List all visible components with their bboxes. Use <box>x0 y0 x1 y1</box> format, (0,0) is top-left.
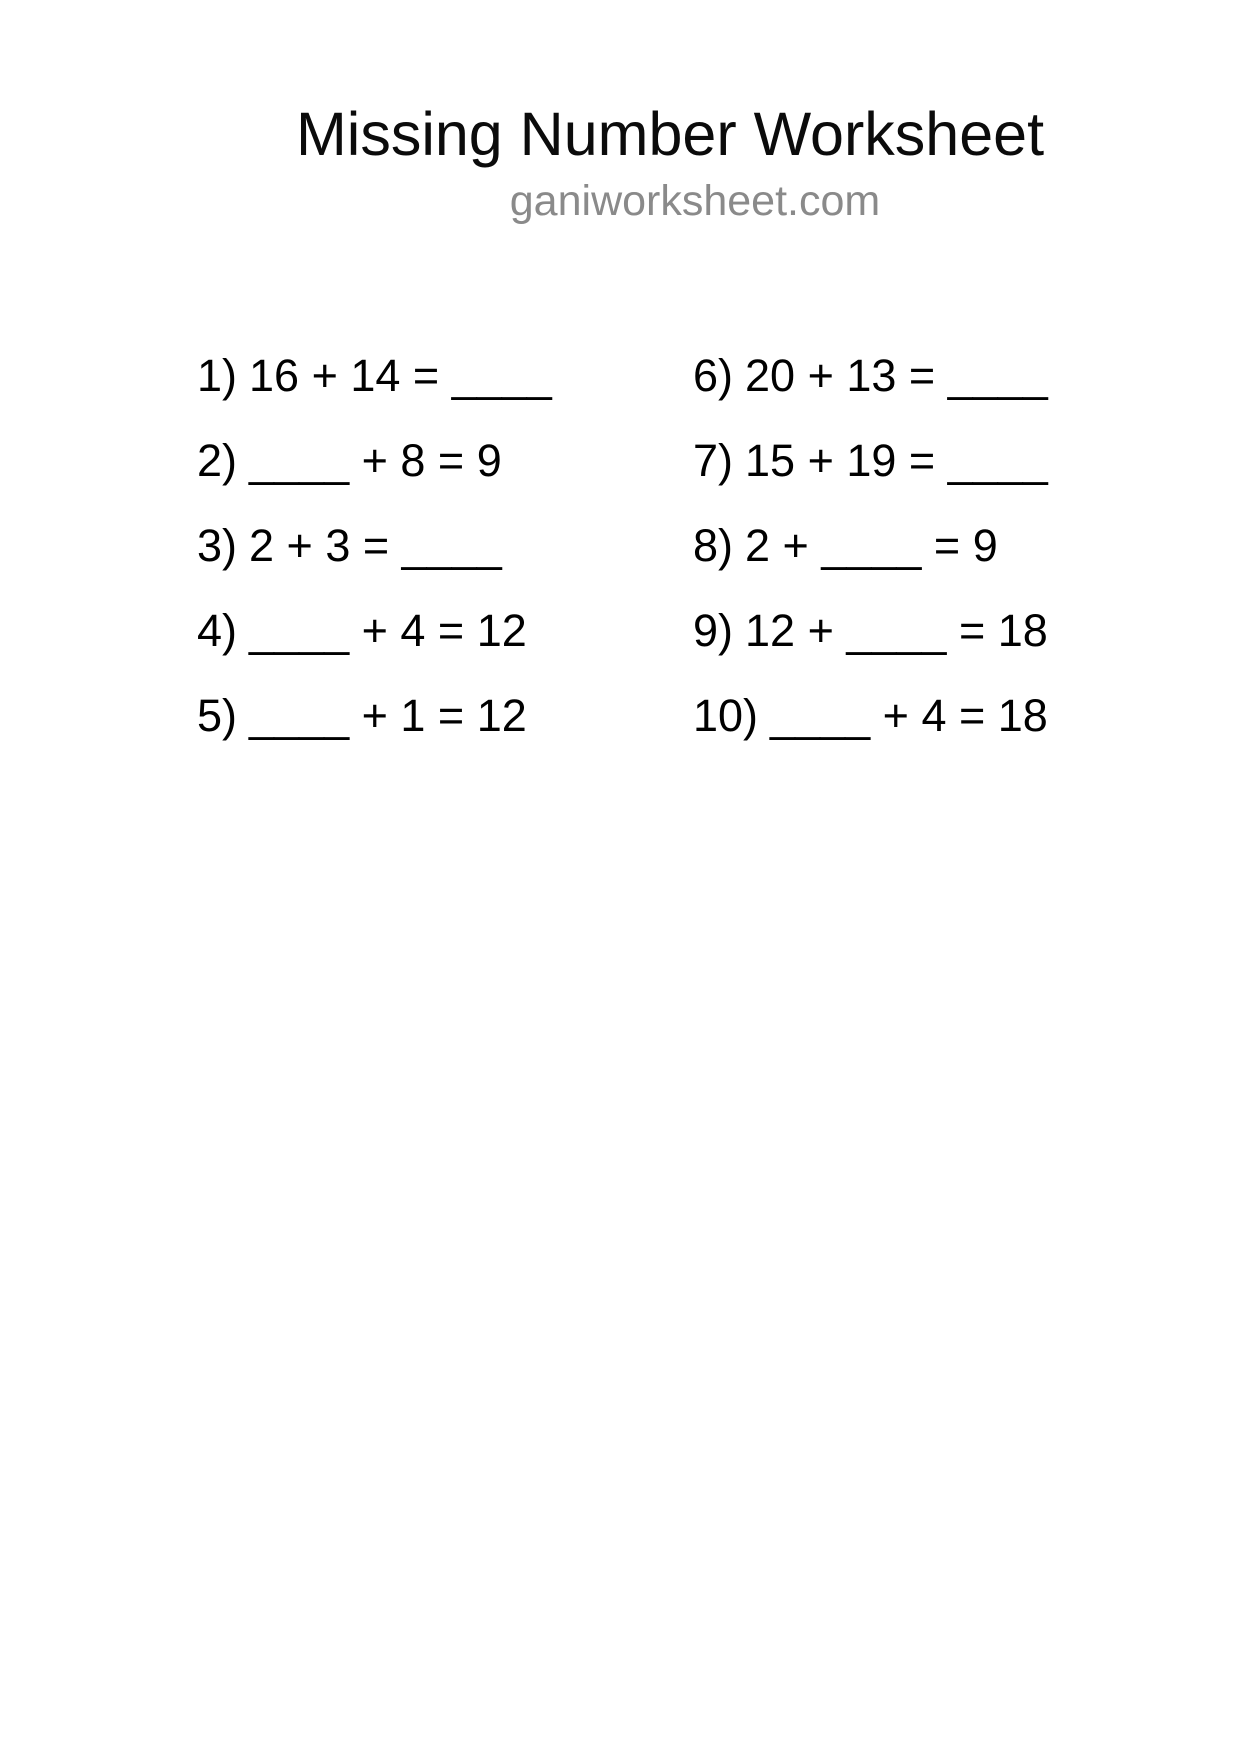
website-credit: ganiworksheet.com <box>509 177 881 225</box>
problem-expression: 2 + 3 = ____ <box>249 520 502 571</box>
page-title: Missing Number Worksheet <box>295 100 1045 168</box>
problem-number: 3) <box>197 520 238 571</box>
problem-row-5 <box>197 673 552 758</box>
problem-row-1 <box>197 333 552 418</box>
problem-row-3 <box>197 503 552 588</box>
problem-expression: 20 + 13 = ____ <box>745 350 1048 401</box>
problems-column-right <box>693 333 1048 758</box>
problem-number: 4) <box>197 605 238 656</box>
problem-number: 8) <box>693 520 734 571</box>
problem-row-8 <box>693 503 1048 588</box>
problem-expression: ____ + 8 = 9 <box>249 435 502 486</box>
problem-expression: 15 + 19 = ____ <box>745 435 1048 486</box>
problem-expression: ____ + 1 = 12 <box>249 690 527 741</box>
problem-number: 7) <box>693 435 734 486</box>
problem-expression: 2 + ____ = 9 <box>745 520 998 571</box>
problem-expression: ____ + 4 = 12 <box>249 605 527 656</box>
problem-number: 5) <box>197 690 238 741</box>
problem-row-2 <box>197 418 552 503</box>
problem-number: 10) <box>693 690 759 741</box>
problem-number: 2) <box>197 435 238 486</box>
problem-expression: 12 + ____ = 18 <box>745 605 1048 656</box>
problem-row-6 <box>693 333 1048 418</box>
problem-row-9 <box>693 588 1048 673</box>
problem-number: 1) <box>197 350 238 401</box>
problem-expression: 16 + 14 = ____ <box>249 350 552 401</box>
problem-row-7 <box>693 418 1048 503</box>
problem-number: 9) <box>693 605 734 656</box>
problem-row-10 <box>693 673 1048 758</box>
problem-expression: ____ + 4 = 18 <box>770 690 1048 741</box>
problem-number: 6) <box>693 350 734 401</box>
problems-column-left <box>197 333 552 758</box>
problem-row-4 <box>197 588 552 673</box>
